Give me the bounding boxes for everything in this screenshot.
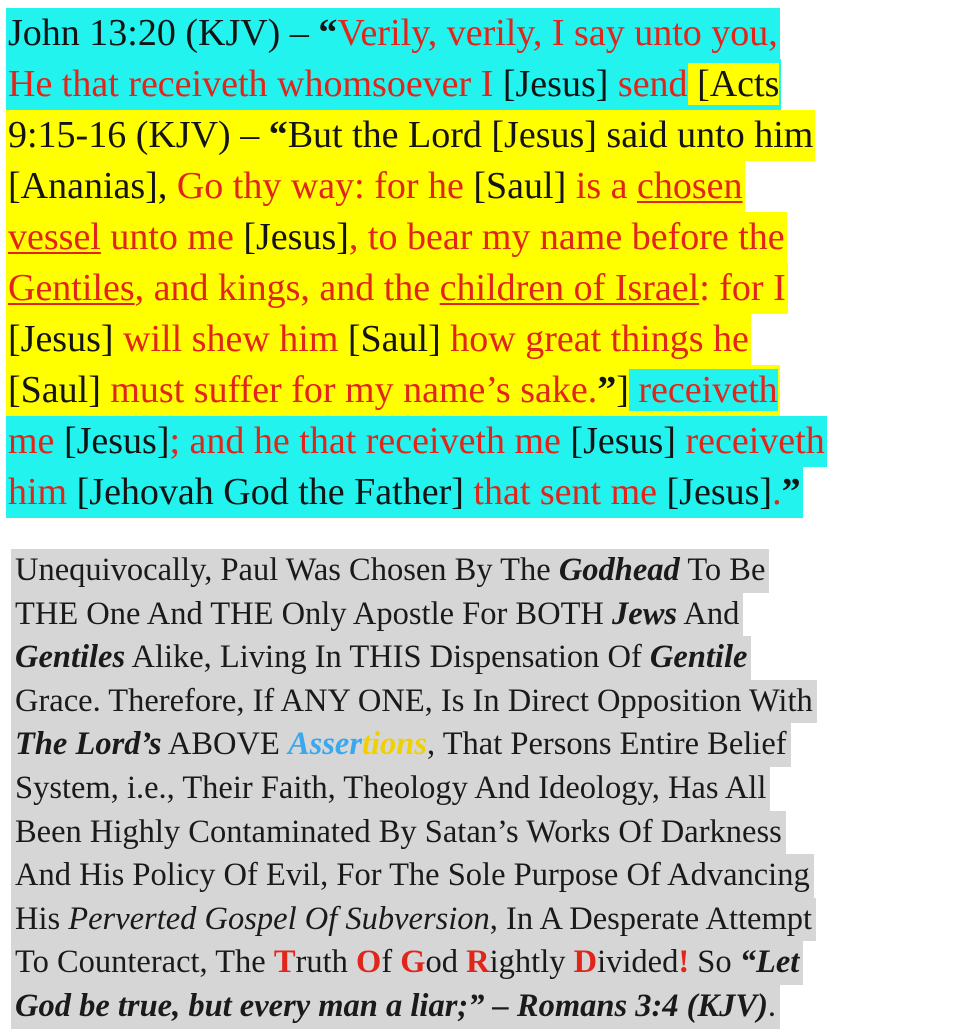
commentary-text-segment: ruth [295, 944, 357, 981]
commentary-line [11, 811, 963, 855]
verse-text-segment: Go thy way: for he [176, 165, 474, 207]
verse-line [6, 212, 964, 263]
verse-line [6, 59, 964, 110]
verse-text-segment: [Jesus] [243, 216, 349, 258]
verse-text-segment: [Jesus] [502, 63, 618, 105]
commentary-text-segment: R [466, 944, 490, 981]
verse-text-segment: Gentiles [8, 267, 135, 309]
commentary-text-segment: . [767, 987, 777, 1024]
commentary-text-segment: T [273, 944, 296, 981]
verse-text-segment: 9:15-16 (KJV) – [8, 114, 269, 156]
verse-text-segment: ” [597, 369, 617, 411]
commentary-text-segment: , That Persons Entire Belief [427, 726, 787, 763]
commentary-text-segment: Been Highly Contaminated By Satan’s Works Of Darkness [15, 813, 782, 850]
verse-text-segment: Verily, verily, I say unto you, [337, 12, 778, 54]
commentary-line [11, 636, 963, 680]
commentary-text-segment: Gentiles [15, 639, 126, 676]
commentary-text-segment: And His Policy Of Evil, For The Sole Purpose Of Advancing [15, 857, 810, 894]
verse-text-segment: : for I [699, 267, 786, 309]
verse-text-segment: [Jesus] [570, 420, 686, 462]
commentary-line [11, 898, 963, 942]
verse-line [6, 263, 964, 314]
commentary-text-segment: od [425, 944, 467, 981]
commentary-line [11, 723, 963, 767]
verse-text-segment: “ [268, 114, 288, 156]
commentary-text-segment: Godhead [558, 552, 680, 588]
commentary-line [11, 941, 963, 985]
commentary-text-segment: f [381, 944, 401, 981]
commentary-text-segment: O [356, 944, 382, 981]
commentary-text-segment: THE One And THE Only Apostle For BOTH [15, 595, 613, 632]
commentary-line [11, 854, 963, 898]
commentary-text-segment: , In A Desperate Attempt [489, 900, 813, 937]
commentary-text-segment: To Be [679, 552, 766, 588]
verse-line [6, 110, 964, 161]
commentary-text-segment: ightly [489, 944, 574, 981]
commentary-text-segment: Alike, Living In THIS Dispensation Of [125, 639, 650, 676]
verse-text-segment: me [8, 420, 64, 462]
commentary-text-segment: Grace. Therefore, If ANY ONE, Is In Direct Opposition With [15, 682, 813, 719]
verse-text-segment: [Saul] [8, 369, 111, 411]
verse-text-segment: chosen [636, 165, 743, 207]
verse-text-segment: [Saul] [473, 165, 576, 207]
verse-text-segment: [Jesus] [63, 420, 170, 462]
commentary-text-segment: tions [362, 726, 428, 763]
verse-text-segment: ; and he that receiveth me [169, 420, 571, 462]
verse-text-segment: . [772, 471, 782, 513]
verse-text-segment: , to bear my name before the [348, 216, 785, 258]
verse-text-segment: send [617, 63, 688, 105]
commentary-line [11, 680, 963, 724]
commentary-line [11, 985, 963, 1029]
verse-line [6, 161, 964, 212]
verse-text-segment: that sent me [473, 471, 667, 513]
commentary-line [11, 767, 963, 811]
verse-text-segment: [Acts [687, 63, 780, 105]
verse-text-segment: [Jehovah God the Father] [76, 471, 474, 513]
commentary-text-segment: To Counteract, The [15, 944, 274, 981]
verse-text-segment: But the Lord [Jesus] said unto him [287, 114, 814, 156]
verse-text-segment: must suffer for my name’s sake. [110, 369, 598, 411]
commentary-text-segment: Asser [287, 726, 362, 763]
verse-line [6, 416, 964, 467]
verse-line [6, 8, 964, 59]
commentary-text-segment: Gentile [649, 639, 748, 676]
verse-text-segment: [Jesus] [666, 471, 773, 513]
verse-text-segment: [Jesus] [8, 318, 124, 360]
commentary-text-segment: So [689, 944, 740, 981]
verse-line [6, 314, 964, 365]
verse-text-segment: is a [575, 165, 637, 207]
commentary-line [11, 593, 963, 637]
verse-text-segment: receiveth [628, 369, 778, 411]
commentary-text-segment: D [573, 944, 598, 981]
commentary-text-segment: God be true, but every man a liar;” – Romans 3:4 (KJV) [15, 987, 768, 1024]
scripture-quote-block [6, 8, 964, 518]
commentary-text-segment: The Lord’s [15, 726, 162, 763]
verse-line [6, 365, 964, 416]
commentary-text-segment: And [677, 595, 740, 632]
verse-text-segment: children of Israel [439, 267, 700, 309]
verse-text-segment: , and kings, and the [134, 267, 440, 309]
commentary-text-segment: Perverted Gospel Of Subversion [68, 900, 490, 937]
verse-text-segment: vessel [8, 216, 101, 258]
verse-text-segment: ] [616, 369, 629, 411]
commentary-text-segment: Unequivocally, Paul Was Chosen By The [15, 552, 559, 588]
verse-text-segment: [Ananias], [8, 165, 177, 207]
verse-text-segment: receiveth [685, 420, 825, 462]
commentary-paragraph [11, 549, 963, 1029]
commentary-text-segment: “Let [739, 944, 800, 981]
verse-text-segment: will shew him [123, 318, 348, 360]
commentary-text-segment: His [15, 900, 69, 937]
commentary-text-segment: Jews [612, 595, 678, 632]
verse-text-segment: him [8, 471, 77, 513]
commentary-text-segment: ivided [597, 944, 679, 981]
commentary-line [11, 549, 963, 593]
verse-text-segment: “ [318, 12, 338, 54]
verse-text-segment: He that receiveth whomsoever I [8, 63, 503, 105]
commentary-text-segment: ! [678, 944, 690, 981]
commentary-text-segment: System, i.e., Their Faith, Theology And Ideology, Has All [15, 769, 767, 806]
verse-text-segment: how great things he [450, 318, 749, 360]
verse-line [6, 467, 964, 518]
commentary-text-segment: ABOVE [161, 726, 288, 763]
commentary-text-segment: G [400, 944, 426, 981]
verse-text-segment: unto me [100, 216, 244, 258]
verse-text-segment: John 13:20 (KJV) – [8, 12, 319, 54]
verse-text-segment: [Saul] [347, 318, 451, 360]
verse-text-segment: ” [781, 471, 801, 513]
